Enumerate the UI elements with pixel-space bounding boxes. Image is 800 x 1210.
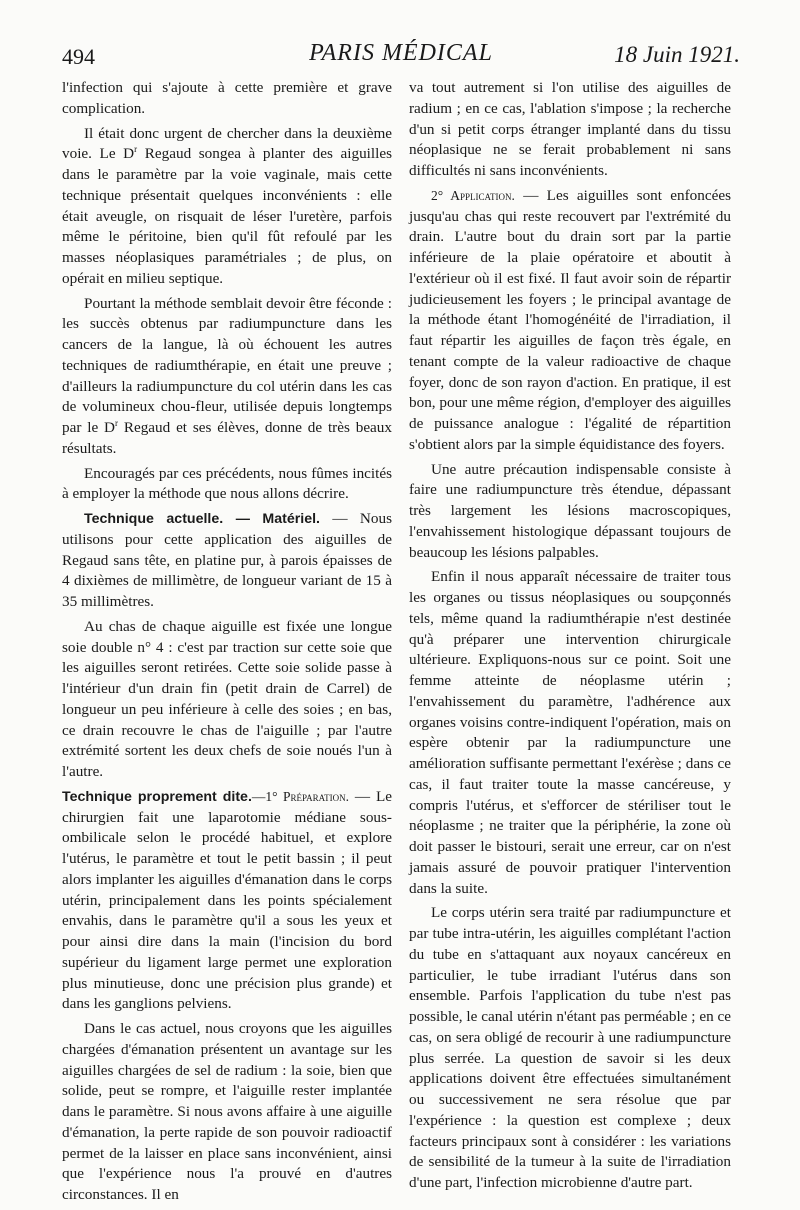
paragraph-text: — Nous utilisons pour cette application des aiguilles de Regaud sans tête, en platine pur, à parois épaisses de 4 dixièmes de millimètre, de longueur variant de 15 à 35 millimètres. [62,510,392,610]
superscript: r [115,417,118,428]
page-header [62,38,740,72]
paragraph: Dans le cas actuel, nous croyons que les aiguilles chargées d'émanation présentent un avantage sur les aiguilles chargées de sel de radium : la soie, bien que solide, peut se rompre, et l'aiguille rester implantée dans le paramètre. Si nous avons affaire à une aiguille d'émanation, la perte rapide de son pouvoir radioactif permet de la laisser en place sans inconvénient, ainsi que l'expérience nous l'a prouvé en d'autres circonstances. Il en [62,1020,392,1203]
paragraph-text: Regaud et ses élèves, donne de très beaux résultats. [62,419,392,457]
paragraph [62,787,392,1015]
paragraph: Encouragés par ces précédents, nous fûmes incités à employer la méthode que nous allons décrire. [62,464,392,503]
right-column [409,78,731,1198]
paragraph: Le corps utérin sera traité par radiumpuncture et par tube intra-utérin, les aiguilles complétant l'action du tube en s'attaquant aux noyaux cancéreux en particulier, le tube irradiant l'utérus dans son ensemble. Parfois l'application du tube n'est pas possible, le canal utérin n'étant pas perméable ; en ce cas, on sera obligé de recourir à une radiumpuncture plus serrée. La question de savoir si les deux applications doivent être effectuées simultanément ou successivement ne sera résolue que par l'expérience : la question est complexe ; deux facteurs principaux sont à considérer : les variations de sensibilité de la tumeur à la suite de l'irradiation d'une part, l'infection microbienne d'autre part. [409,904,731,1191]
paragraph [409,186,731,456]
section-subheading: 2° Application. [431,187,515,203]
issue-date: 18 Juin 1921. [614,42,740,67]
paragraph: Au chas de chaque aiguille est fixée une longue soie double n° 4 : c'est par traction sur cette soie que les aiguilles seront retirées. Cette soie solide passe à l'intérieur d'un drain fin (petit drain de Carrel) de longueur un peu inférieure à celle des soies ; en bas, ce drain recouvre le chas de l'aiguille ; par l'autre extrémité sortent les deux chefs de soie noués l'un à l'autre. [62,617,392,780]
paragraph-text: — Les aiguilles sont enfoncées jusqu'au chas qui reste recouvert par l'extrémité du drain. L'autre bout du drain sort par la partie inférieure de la plaie opératoire et aboutit à l'extérieur où il est fixé. Il faut avoir soin de répartir judicieusement les foyers ; le principal avantage de la méthode étant l'homogénéité de l'irradiation, il faut répartir les aiguilles de façon très égale, en tenant compte de la valeur radioactive de chaque foyer, donc de son rayon d'action. En pratique, il est bon, pour une même région, d'employer des aiguilles de puissance analogue : l'égalité de répartition s'obtient alors par la simple équidistance des foyers. [409,186,732,453]
paragraph [62,124,392,290]
section-heading: Technique proprement dite. [62,788,252,805]
paragraph-text: Pourtant la méthode semblait devoir être féconde : les succès obtenus par radiumpuncture dans les cancers de la langue, là où échouent les autres techniques de radiumthérapie, en était une preuve ; d'ailleurs la radiumpuncture du col utérin dans les cas de volumineux chou-fleur, utilisée depuis longtemps par le D [62,294,392,436]
paragraph: Enfin il nous apparaît nécessaire de traiter tous les organes ou tissus néoplasiques ou soupçonnés tels, même quand la radiumthérapie n'est destinée qu'à préparer une intervention chirurgicale ultérieure. Expliquons-nous sur ce point. Soit une femme atteinte de néoplasme utérin ; l'envahissement du paramètre, l'adhérence aux organes voisins contre-indiquent l'opération, mais on espère obtenir par la radiumpuncture une amélioration suffisante permettant l'exérèse ; dans ce cas, il faut traiter toute la masse cancéreuse, y compris l'utérus, et s'efforcer de stériliser tout le néoplasme ; ne traiter que la périphérie, la zone où doit passer le bistouri, serait une erreur, car on n'est jamais assuré de pouvoir pratiquer l'intervention dans la suite. [409,568,731,897]
paragraph: va tout autrement si l'on utilise des aiguilles de radium ; en ce cas, l'ablation s'impose ; la recherche d'un si petit corps étranger implanté dans du tissu néoplasique ne se ferait probablement ni sans difficultés ni sans inconvénients. [409,79,731,179]
paragraph-text: Il était donc urgent de chercher dans la deuxième voie. Le D [62,124,392,163]
paragraph: Une autre précaution indispensable consiste à faire une radiumpuncture très étendue, dépassant très largement les lésions macroscopiques, l'envahissement histologique dépassant toujours de beaucoup les lésions palpables. [409,460,731,561]
section-subheading: —1° Préparation. [251,788,350,804]
superscript: r [134,144,138,155]
paragraph [62,294,392,460]
left-column [62,78,392,1210]
paragraph: l'infection qui s'ajoute à cette première et grave complication. [62,79,392,117]
paragraph [62,509,392,613]
paragraph-text: — Le chirurgien fait une laparotomie médiane sous-ombilicale selon le procédé habituel, et explore l'utérus, le paramètre et tout le petit bassin ; il peut alors implanter les aiguilles d'émanation dans le corps utérin, principalement dans les points spécialement envahis, dans le paramètre qu'il a sous les yeux et pour ainsi dire dans la main (l'incision du bord supérieur du ligament large permet une exploration plus minutieuse, donc une précision plus grande) et dans les ganglions pelviens. [62,787,392,1013]
section-heading: Technique actuelle. — Matériel. [84,511,320,527]
journal-title: PARIS MÉDICAL [309,40,493,66]
paragraph-text: Regaud songea à planter des aiguilles dans le paramètre par la voie vaginale, mais cette technique présentait quelques inconvénients : elle était aveugle, on risquait de léser l'uretère, parfois même le péritoine, bien qu'il fût refoulé par les masses néoplasiques paramétriales ; de plus, on opérait en milieu septique. [62,145,392,287]
page-number: 494 [62,44,95,69]
